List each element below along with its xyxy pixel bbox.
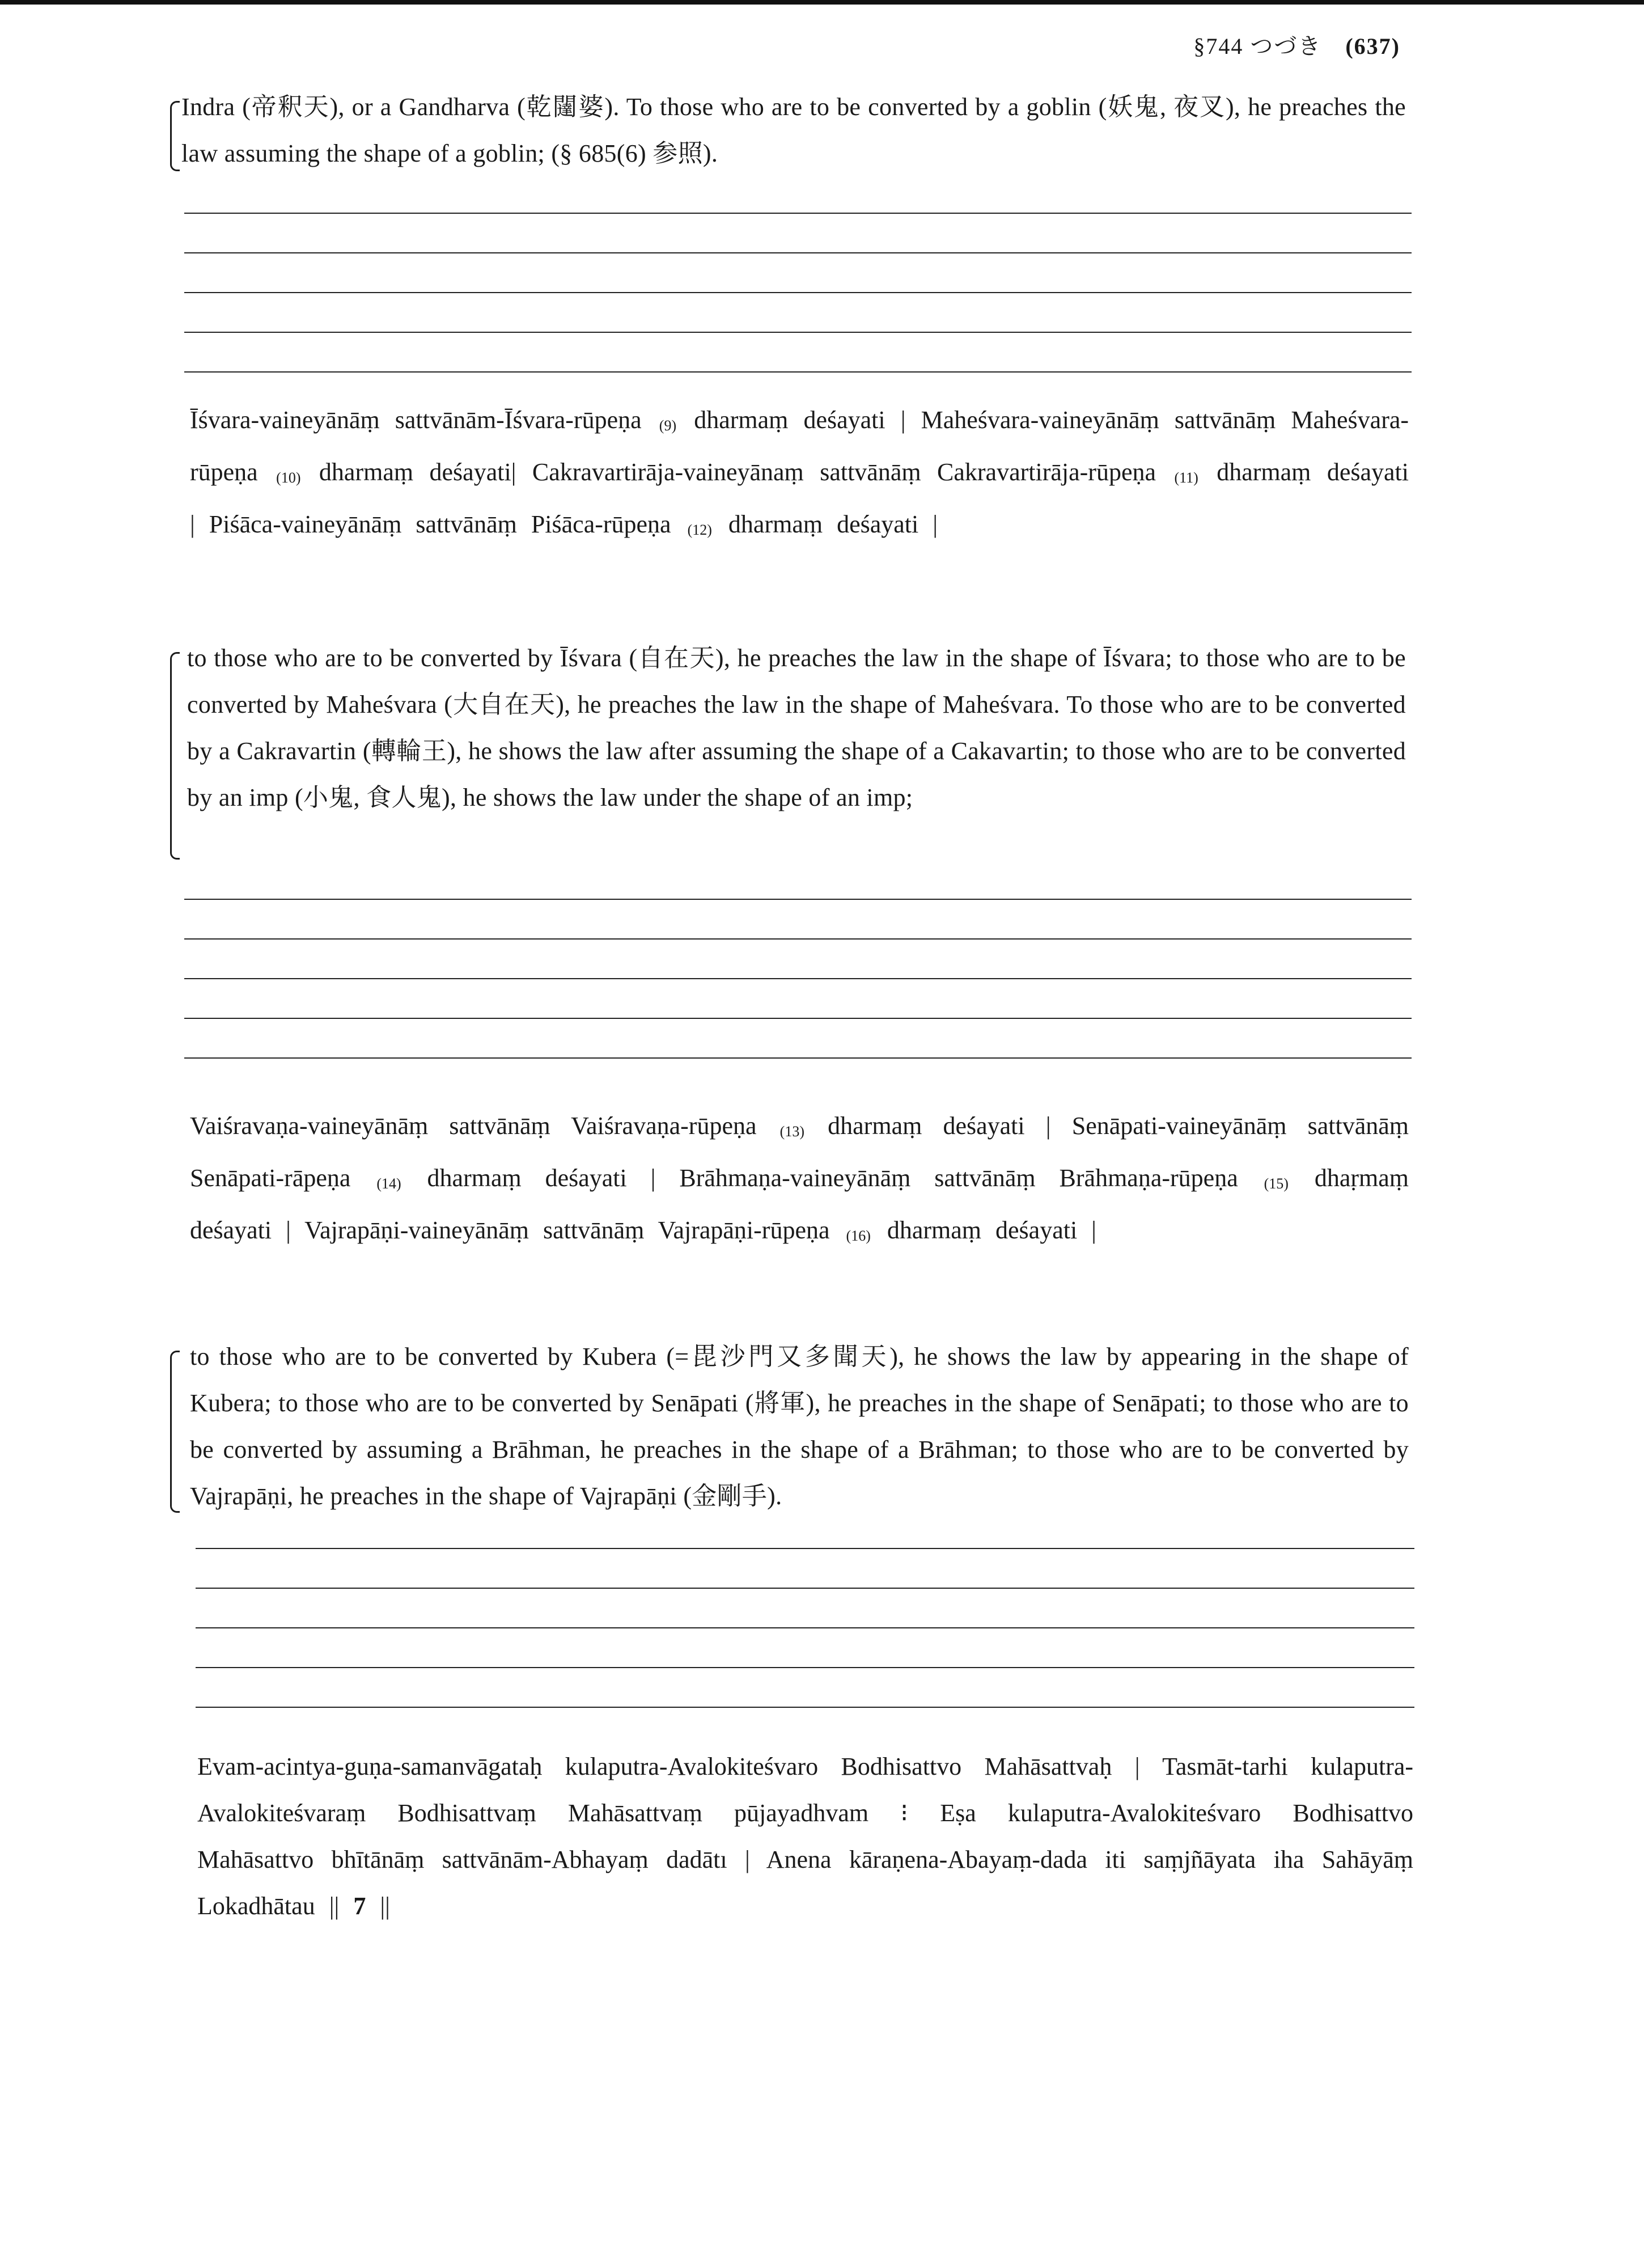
writing-line: [184, 292, 1412, 293]
sanskrit-text: dhaṛmaṃ deśayati | Vajrapāṇi-vaineyānāṃ sattvānāṃ Vajrapāṇi-rūpeṇa: [190, 1164, 1409, 1244]
writing-line: [196, 1707, 1414, 1708]
writing-line: [196, 1667, 1414, 1668]
sanskrit-text: dharmaṃ deśayati| Cakravartirāja-vaineyānaṃ sattvānāṃ Cakravartirāja-rūpeṇa: [319, 458, 1156, 486]
writing-line: [184, 978, 1412, 979]
verse-number: 7: [353, 1892, 366, 1920]
translation-paragraph-2: to those who are to be converted by Īśvara (自在天), he preaches the law in the shape of Īśvara; to those who are to be converted by Maheśvara (大自在天), he preaches the law in the shape of Maheśvara. To those who are to be converted by a Cakravartin (轉輪王), he shows the law after assuming the shape of a Cakavartin; to those who are to be converted by an imp (小鬼, 食人鬼), he shows the law under the shape of an imp;: [187, 644, 1406, 811]
sanskrit-paragraph-2: [190, 1103, 1409, 1259]
translation-paragraph-1: Indra (帝釈天), or a Gandharva (乾闥婆). To those who are to be converted by a goblin (妖鬼, 夜叉), he preaches the law assuming the shape of a goblin; (§ 685(6) 参照).: [181, 93, 1406, 167]
writing-lines-2: [184, 899, 1412, 1097]
writing-line: [196, 1548, 1414, 1549]
sanskrit-text: Vaiśravaṇa-vaineyānāṃ sattvānāṃ Vaiśravaṇa-rūpeṇa: [190, 1112, 757, 1140]
footnote-marker: (15): [1264, 1175, 1289, 1192]
sanskrit-text: Evam-acintya-guṇa-samanvāgataḥ kulaputra-Avalokiteśvaro Bodhisattvo Mahāsattvaḥ | Tasmāt-tarhi kulaputra-Avalokiteśvaraṃ Bodhisattvaṃ Mahāsattvaṃ pūjayadhvam ⁝ Eṣa kulaputra-Avalokiteśvaro Bodhisattvo Mahāsattvo bhītānāṃ sattvānām-Abhayaṃ dadātı | Anena kāraṇena-Abayaṃ-dada iti saṃjñāyata iha Sahāyāṃ Lokadhātau ||: [197, 1753, 1413, 1920]
sanskrit-text: dharmaṃ deśayati | Senāpati-vaineyānāṃ sattvānāṃ Senāpati-rāpeṇa: [190, 1112, 1409, 1192]
footnote-marker: (14): [376, 1175, 401, 1192]
writing-lines-1: [184, 213, 1412, 411]
writing-line: [196, 1588, 1414, 1589]
writing-line: [184, 213, 1412, 214]
sanskrit-text: dharmaṃ deśayati |: [728, 510, 938, 538]
footnote-marker: (12): [687, 522, 712, 538]
writing-lines-3: [196, 1548, 1414, 1746]
writing-line: [184, 332, 1412, 333]
footnote-marker: (16): [846, 1228, 871, 1244]
verse-end-mark: ||: [380, 1892, 390, 1920]
page-number: (637): [1345, 33, 1400, 59]
writing-line: [184, 1057, 1412, 1059]
section-label: §744 つづき: [1193, 33, 1322, 59]
writing-line: [184, 252, 1412, 253]
sanskrit-paragraph-3: [197, 1744, 1413, 1930]
footnote-marker: (10): [276, 469, 301, 486]
sanskrit-text: dharmaṃ deśayati | Piśāca-vaineyānāṃ sattvānāṃ Piśāca-rūpeṇa: [190, 458, 1409, 538]
writing-line: [184, 371, 1412, 373]
sanskrit-text: dharmaṃ deśayati | Maheśvara-vaineyānāṃ sattvānāṃ Maheśvara-rūpeṇa: [190, 406, 1409, 486]
sanskrit-text: Īśvara-vaineyānāṃ sattvānām-Īśvara-rūpeṇa: [190, 406, 642, 434]
page-header: [1193, 28, 1400, 61]
footnote-marker: (9): [659, 417, 677, 434]
writing-line: [184, 899, 1412, 900]
footnote-marker: (13): [779, 1123, 804, 1140]
footnote-marker: (11): [1174, 469, 1198, 486]
writing-line: [184, 938, 1412, 940]
translation-bracket: [170, 652, 180, 860]
writing-line: [184, 1018, 1412, 1019]
translation-bracket: [170, 101, 180, 171]
sanskrit-text: dharmaṃ deśayati |: [887, 1216, 1096, 1244]
writing-line: [196, 1627, 1414, 1628]
sanskrit-text: dharmaṃ deśayati | Brāhmaṇa-vaineyānāṃ sattvānāṃ Brāhmaṇa-rūpeṇa: [427, 1164, 1238, 1192]
translation-bracket: [170, 1351, 180, 1513]
top-rule: [0, 0, 1644, 5]
translation-paragraph-3: to those who are to be converted by Kubera (=毘沙門又多聞天), he shows the law by appearing in the shape of Kubera; to those who are to be converted by Senāpati (將軍), he preaches in the shape of Senāpati; to those who are to be converted by assuming a Brāhman, he preaches in the shape of a Brāhman; to those who are to be converted by Vajrapāṇi, he preaches in the shape of Vajrapāṇi (金剛手).: [190, 1343, 1409, 1510]
sanskrit-paragraph-1: [190, 397, 1409, 553]
